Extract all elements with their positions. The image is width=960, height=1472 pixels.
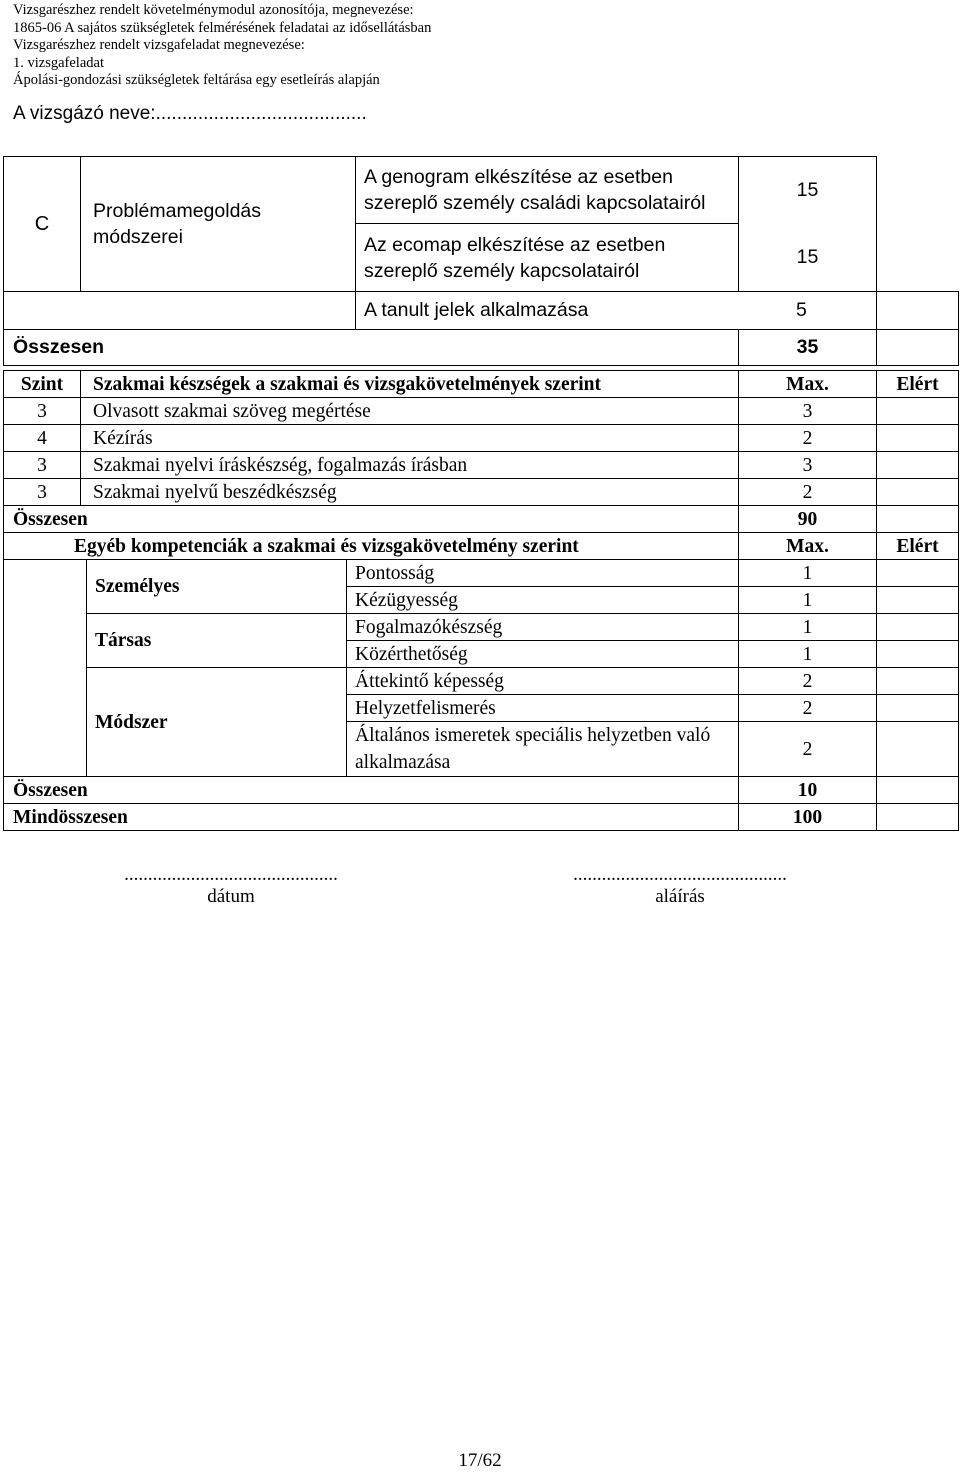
skill-level: 3 — [4, 479, 81, 506]
skill-level: 4 — [4, 425, 81, 452]
skill-achieved — [877, 398, 959, 425]
other-item-max: 1 — [739, 587, 877, 614]
other-title: Egyéb kompetenciák a szakmai és vizsgakövetelmény szerint — [4, 533, 739, 560]
date-signature-block — [96, 864, 366, 908]
other-item-name: Helyzetfelismerés — [347, 695, 739, 722]
section-c-achieved-2 — [877, 224, 959, 292]
other-item-max: 1 — [739, 641, 877, 668]
skill-name: Szakmai nyelvi íráskészség, fogalmazás írásban — [81, 452, 739, 479]
date-dotted-line: ............................................. — [124, 864, 338, 885]
other-item-achieved — [877, 641, 959, 668]
other-item-name: Kézügyesség — [347, 587, 739, 614]
other-spacer — [4, 722, 87, 777]
candidate-name-label: A vizsgázó neve:........................................ — [13, 103, 367, 124]
section-c-achieved-3 — [877, 292, 959, 330]
other-item-name: Fogalmazókészség — [347, 614, 739, 641]
other-item-achieved — [877, 614, 959, 641]
skill-level: 3 — [4, 452, 81, 479]
skills-col-achieved: Elért — [877, 371, 959, 398]
other-item-name: Általános ismeretek speciális helyzetben való alkalmazása — [347, 722, 739, 777]
header-line-task-name: Ápolási-gondozási szükségletek feltárása egy esetleírás alapján — [13, 72, 380, 89]
other-competencies-table — [3, 532, 959, 831]
skill-achieved — [877, 452, 959, 479]
signature-dotted-line: ............................................. — [573, 864, 787, 885]
header-line-task-label: Vizsgarészhez rendelt vizsgafeladat megnevezése: — [13, 37, 305, 54]
other-group-name: Társas — [87, 614, 347, 668]
other-col-achieved: Elért — [877, 533, 959, 560]
skills-col-level: Szint — [4, 371, 81, 398]
other-item-name: Áttekintő képesség — [347, 668, 739, 695]
other-spacer — [4, 668, 87, 695]
skills-total-value: 90 — [739, 506, 877, 533]
grand-total-label: Mindösszesen — [4, 804, 739, 831]
other-item-achieved — [877, 722, 959, 777]
section-c-code: C — [4, 157, 81, 292]
section-c-empty-code — [4, 292, 81, 330]
other-total-achieved — [877, 777, 959, 804]
skills-table — [3, 370, 959, 533]
section-c-total-label: Összesen — [4, 330, 739, 366]
other-item-max: 2 — [739, 695, 877, 722]
skills-col-max: Max. — [739, 371, 877, 398]
section-c-total-value: 35 — [739, 330, 877, 366]
signature-label: aláírás — [655, 886, 705, 907]
section-c-item-1-max: 15 — [739, 157, 877, 224]
skill-max: 2 — [739, 425, 877, 452]
page-number: 17/62 — [458, 1450, 502, 1471]
section-c-item-2: Az ecomap elkészítése az esetben szereplő személy kapcsolatairól — [356, 224, 739, 292]
other-item-name: Közérthetőség — [347, 641, 739, 668]
skill-max: 3 — [739, 452, 877, 479]
skill-achieved — [877, 479, 959, 506]
section-c-item-3 — [356, 292, 877, 330]
other-group-name: Módszer — [87, 668, 347, 777]
other-col-max: Max. — [739, 533, 877, 560]
other-item-max: 1 — [739, 560, 877, 587]
section-c-item-1: A genogram elkészítése az esetben szereplő személy családi kapcsolatairól — [356, 157, 739, 224]
skill-achieved — [877, 425, 959, 452]
other-spacer — [4, 695, 87, 722]
other-spacer — [4, 641, 87, 668]
other-total-label: Összesen — [4, 777, 739, 804]
other-total-value: 10 — [739, 777, 877, 804]
skills-total-achieved — [877, 506, 959, 533]
other-item-max: 2 — [739, 668, 877, 695]
other-item-achieved — [877, 587, 959, 614]
skill-name: Szakmai nyelvű beszédkészség — [81, 479, 739, 506]
other-spacer — [4, 614, 87, 641]
other-item-max: 1 — [739, 614, 877, 641]
date-label: dátum — [207, 886, 255, 907]
other-spacer — [4, 560, 87, 587]
skill-name: Olvasott szakmai szöveg megértése — [81, 398, 739, 425]
header-line-module-name: 1865-06 A sajátos szükségletek felmérésének feladatai az idősellátásban — [13, 19, 432, 36]
skill-max: 2 — [739, 479, 877, 506]
skill-name: Kézírás — [81, 425, 739, 452]
document-header — [13, 2, 431, 90]
other-item-achieved — [877, 560, 959, 587]
other-item-achieved — [877, 695, 959, 722]
section-c-item-2-max: 15 — [739, 224, 877, 292]
skill-max: 3 — [739, 398, 877, 425]
section-c-total-achieved — [877, 330, 959, 366]
other-item-max: 2 — [739, 722, 877, 777]
header-line-module-label: Vizsgarészhez rendelt követelménymodul azonosítója, megnevezése: — [13, 2, 414, 18]
header-line-task-number: 1. vizsgafeladat — [13, 54, 104, 71]
grand-total-value: 100 — [739, 804, 877, 831]
other-item-name: Pontosság — [347, 560, 739, 587]
section-c-category: Problémamegoldás módszerei — [81, 157, 356, 292]
grand-total-achieved — [877, 804, 959, 831]
section-c-item-3-max: 5 — [796, 299, 807, 321]
section-c-achieved-1 — [877, 157, 959, 224]
skills-col-title: Szakmai készségek a szakmai és vizsgakövetelmények szerint — [81, 371, 739, 398]
other-spacer — [4, 587, 87, 614]
other-group-name: Személyes — [87, 560, 347, 614]
section-c-item-3-text: A tanult jelek alkalmazása — [364, 299, 589, 321]
other-item-achieved — [877, 668, 959, 695]
signature-block — [545, 864, 815, 908]
section-c-empty-category — [81, 292, 356, 330]
section-c-table — [3, 156, 959, 366]
skill-level: 3 — [4, 398, 81, 425]
skills-total-label: Összesen — [4, 506, 739, 533]
